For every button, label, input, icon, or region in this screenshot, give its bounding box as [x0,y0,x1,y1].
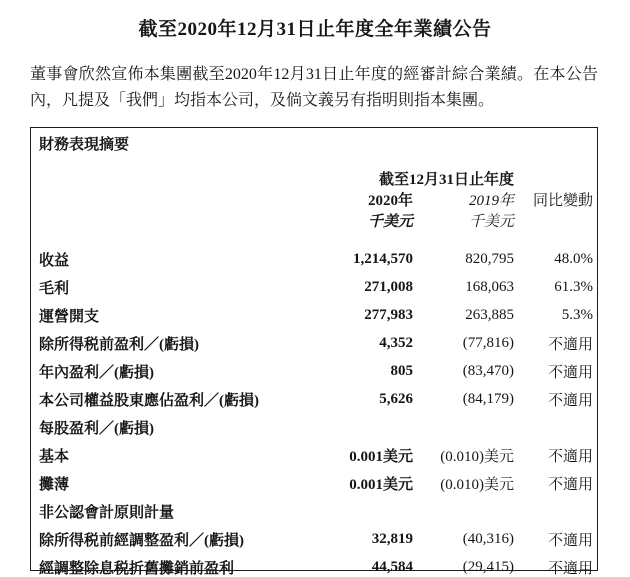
row-value-yoy: 不適用 [548,392,594,409]
unit-header-2019: 千美元 [469,214,515,230]
row-value-yoy: 48.0% [554,250,594,267]
row-label: 年內盈利／(虧損) [39,364,154,381]
empty-cell [39,168,283,189]
row-value-2019: 820,795 [465,250,515,267]
row-value-2020: 32,819 [371,530,413,547]
table-row-adjusted-profit-before-tax [39,525,593,553]
row-label: 每股盈利／(虧損) [39,420,154,437]
table-row-operating-expenses [39,301,593,329]
table-spacer-row [39,231,593,245]
column-header-yoy: 同比變動 [533,193,594,209]
row-value-yoy: 61.3% [554,278,594,295]
table-row-adjusted-ebitda [39,553,593,577]
row-value-2019: (0.010)美元 [440,476,515,493]
row-value-yoy: 不適用 [548,364,594,381]
row-label: 收益 [39,252,70,269]
table-period-header-row [39,168,593,189]
column-header-2020: 2020年 [367,193,413,209]
row-value-yoy: 不適用 [548,448,594,465]
row-value-2020: 0.001美元 [349,476,413,493]
table-row-gross-profit [39,273,593,301]
row-label: 基本 [39,448,70,465]
row-label: 毛利 [39,280,70,297]
row-value-2020: 271,008 [364,278,413,295]
row-value-2020: 1,214,570 [353,250,413,267]
row-value-yoy [514,497,593,525]
row-value-yoy: 不適用 [548,476,594,493]
row-value-2019: (84,179) [462,390,515,407]
row-value-2020 [283,413,413,441]
row-label: 除所得税前盈利／(虧損) [39,336,199,353]
row-value-2020: 277,983 [364,306,413,323]
row-value-yoy [514,413,593,441]
row-value-2019 [413,413,514,441]
empty-cell [39,189,283,210]
empty-cell [514,210,593,231]
row-value-2019: 168,063 [465,278,515,295]
intro-paragraph: 董事會欣然宣佈本集團截至2020年12月31日止年度的經審計綜合業績。在本公告內，凡提及「我們」均指本公司，及倘文義另有指明則指本集團。 [30,66,598,109]
row-value-2020 [283,497,413,525]
summary-box-heading: 財務表現摘要 [39,137,130,153]
row-value-2020: 805 [390,362,413,379]
row-value-2019: (77,816) [462,334,515,351]
table-unit-header-row [39,210,593,231]
empty-cell [514,168,593,189]
table-year-header-row [39,189,593,210]
financial-summary-box [30,127,598,577]
empty-cell [39,210,283,231]
financial-summary-table [39,168,593,577]
table-row-profit-for-year [39,357,593,385]
column-header-2019: 2019年 [469,193,515,209]
row-label: 攤薄 [39,476,70,493]
row-value-yoy: 不適用 [548,560,594,577]
row-label: 非公認會計原則計量 [39,504,175,521]
row-value-2019: (83,470) [462,362,515,379]
row-value-2019: (40,316) [462,530,515,547]
row-label: 本公司權益股東應佔盈利／(虧損) [39,392,259,409]
table-row-profit-before-tax [39,329,593,357]
row-value-2020: 0.001美元 [349,448,413,465]
table-row-earnings-per-share-section [39,413,593,441]
row-value-yoy: 不適用 [548,336,594,353]
table-row-profit-attributable-to-shareholders [39,385,593,413]
row-value-2019: (0.010)美元 [440,448,515,465]
page-title: 截至2020年12月31日止年度全年業績公告 [138,19,492,40]
row-value-2020: 4,352 [379,334,413,351]
row-label: 運營開支 [39,308,100,325]
row-value-yoy: 5.3% [561,306,594,323]
table-row-basic-eps [39,441,593,469]
table-row-non-gaap-section [39,497,593,525]
table-row-diluted-eps [39,469,593,497]
row-value-yoy: 不適用 [548,532,594,549]
period-header: 截至12月31日止年度 [379,172,515,188]
row-label: 經調整除息税折舊攤銷前盈利 [39,560,235,577]
row-label: 除所得税前經調整盈利／(虧損) [39,532,244,549]
unit-header-2020: 千美元 [367,214,413,230]
row-value-2020: 44,584 [371,558,413,575]
table-row-revenue [39,245,593,273]
row-value-2020: 5,626 [379,390,413,407]
row-value-2019 [413,497,514,525]
row-value-2019: (29,415) [462,558,515,575]
row-value-2019: 263,885 [465,306,515,323]
